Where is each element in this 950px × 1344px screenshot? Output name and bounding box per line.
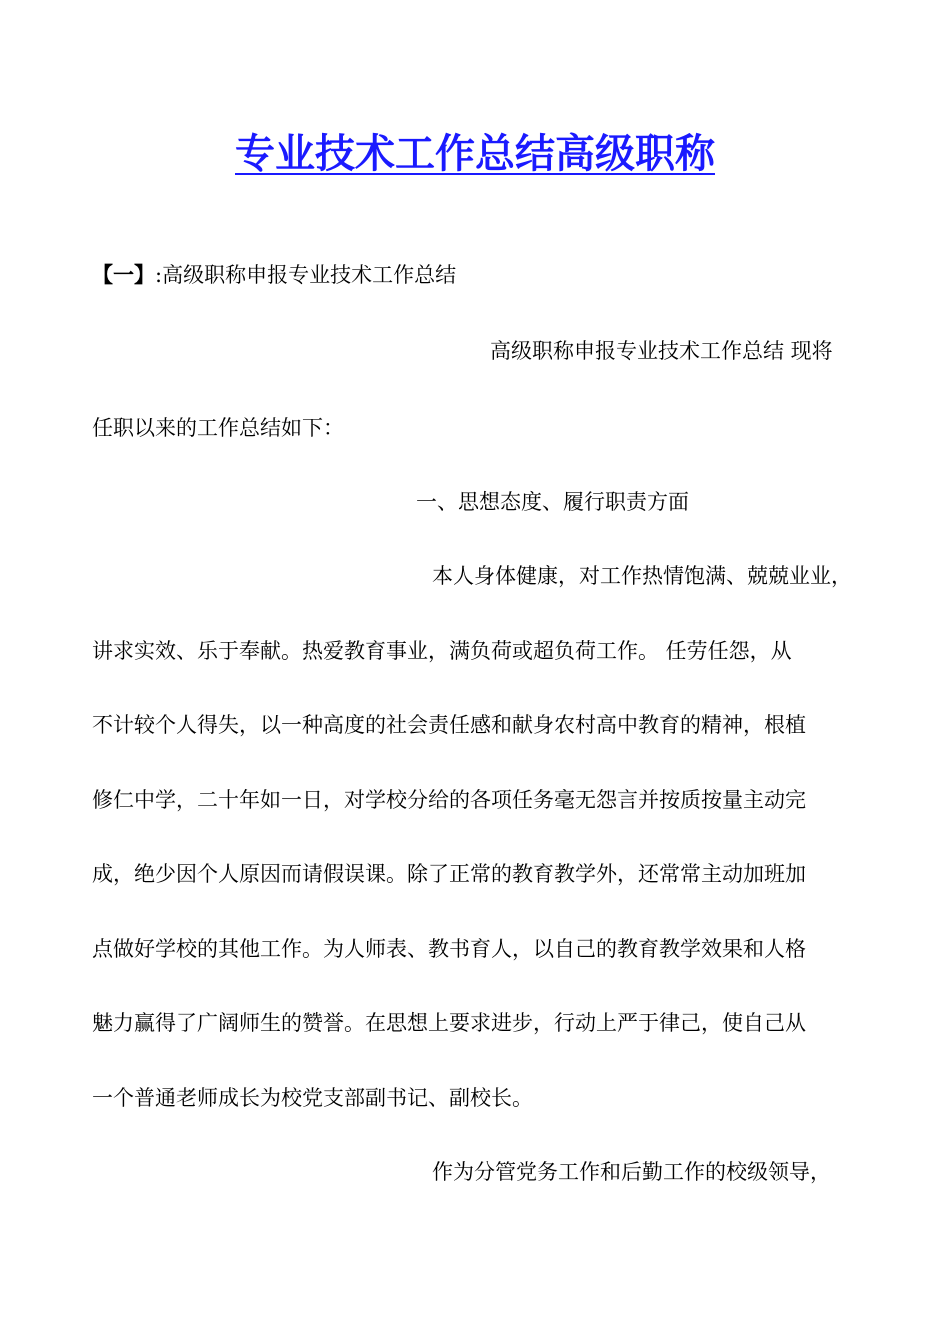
body-line-9: 点做好学校的其他工作。为人师表、教书育人，以自己的教育教学效果和人格 (92, 937, 806, 961)
body-line-10: 魅力赢得了广阔师生的赞誉。在思想上要求进步，行动上严于律己，使自己从 (92, 1011, 806, 1035)
body-line-6: 不计较个人得失，以一种高度的社会责任感和献身农村高中教育的精神，根植 (92, 713, 806, 737)
section-label: 【一】 (92, 262, 155, 287)
body-line-12: 作为分管党务工作和后勤工作的校级领导， (432, 1160, 831, 1184)
body-line-4: 本人身体健康，对工作热情饱满、兢兢业业， (432, 564, 852, 588)
body-line-11: 一个普通老师成长为校党支部副书记、副校长。 (92, 1086, 533, 1110)
body-line-8: 成，绝少因个人原因而请假误课。除了正常的教育教学外，还常常主动加班加 (92, 862, 806, 886)
body-line-1: 高级职称申报专业技术工作总结 现将 (490, 339, 833, 363)
body-line-7: 修仁中学，二十年如一日，对学校分给的各项任务毫无怨言并按质按量主动完 (92, 788, 806, 812)
subsection-heading: 一、思想态度、履行职责方面 (416, 490, 689, 514)
section-heading (92, 260, 456, 290)
document-title: 专业技术工作总结高级职称 (235, 131, 715, 177)
body-line-5: 讲求实效、乐于奉献。热爱教育事业，满负荷或超负荷工作。 任劳任怨，从 (92, 639, 792, 663)
section-title: :高级职称申报专业技术工作总结 (155, 263, 457, 287)
body-line-2: 任职以来的工作总结如下： (92, 416, 344, 440)
